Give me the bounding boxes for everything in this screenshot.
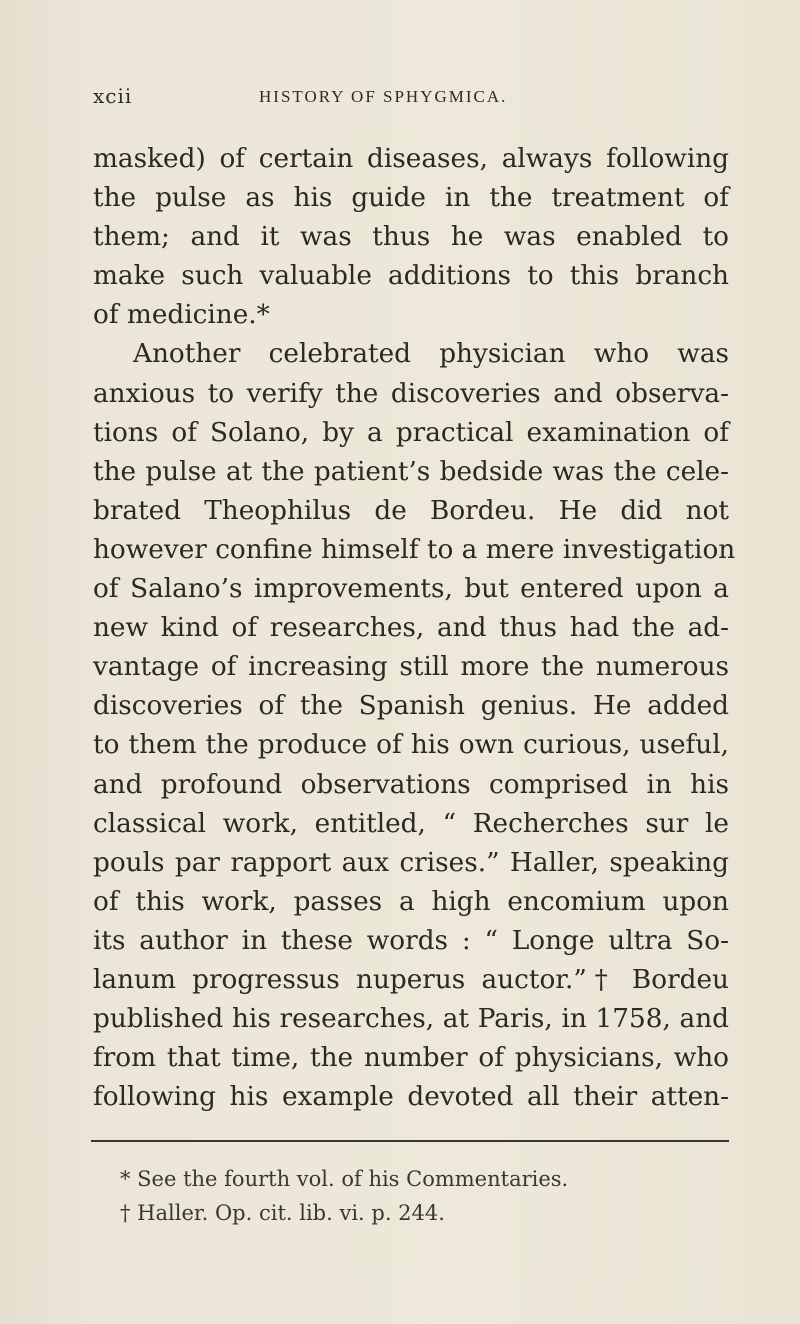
footnote: * See the fourth vol. of his Commentaries. (120, 1167, 569, 1191)
footnote: † Haller. Op. cit. lib. vi. p. 244. (120, 1201, 445, 1225)
text-line: pouls par rapport aux crises.” Haller, speaking (93, 847, 729, 878)
text-line: brated Theophilus de Bordeu. He did not (93, 495, 729, 526)
text-line: make such valuable additions to this branch (93, 261, 729, 292)
text-line: the pulse at the patient’s bedside was the cele- (93, 456, 729, 487)
text-line: of this work, passes a high encomium upon (93, 886, 729, 917)
text-line: however confine himself to a mere investigation (93, 534, 736, 565)
body-text (93, 140, 736, 1117)
running-title: HISTORY OF SPHYGMICA. (259, 87, 508, 106)
text-line: and profound observations comprised in his (93, 769, 729, 800)
text-line: of Salano’s improvements, but entered upon a (93, 574, 729, 605)
footnote-divider (91, 1140, 729, 1142)
text-line: its author in these words : “ Longe ultra So- (93, 925, 729, 956)
text-line: masked) of certain diseases, always following (93, 144, 729, 174)
text-line: anxious to verify the discoveries and observa- (93, 378, 729, 409)
page-number: xcii (93, 84, 133, 108)
text-line: published his researches, at Paris, in 1758, and (93, 1004, 729, 1035)
text-line: following his example devoted all their atten- (93, 1082, 729, 1113)
text-line: Another celebrated physician who was (133, 339, 729, 370)
footnotes (120, 1162, 680, 1230)
text-line: new kind of researches, and thus had the ad- (93, 613, 729, 644)
text-line: discoveries of the Spanish genius. He added (93, 691, 729, 722)
text-line: vantage of increasing still more the numerous (93, 652, 729, 683)
text-line: lanum progressus nuperus auctor.”† Bordeu (93, 964, 729, 995)
text-line: from that time, the number of physicians, who (93, 1043, 729, 1074)
text-line: classical work, entitled, “ Recherches sur le (93, 808, 729, 839)
text-line: of medicine.* (93, 300, 270, 331)
text-line: them; and it was thus he was enabled to (93, 222, 729, 253)
page-header (93, 84, 733, 114)
text-line: the pulse as his guide in the treatment of (93, 183, 729, 214)
text-line: to them the produce of his own curious, useful, (93, 730, 729, 761)
text-line: tions of Solano, by a practical examination of (93, 417, 729, 448)
